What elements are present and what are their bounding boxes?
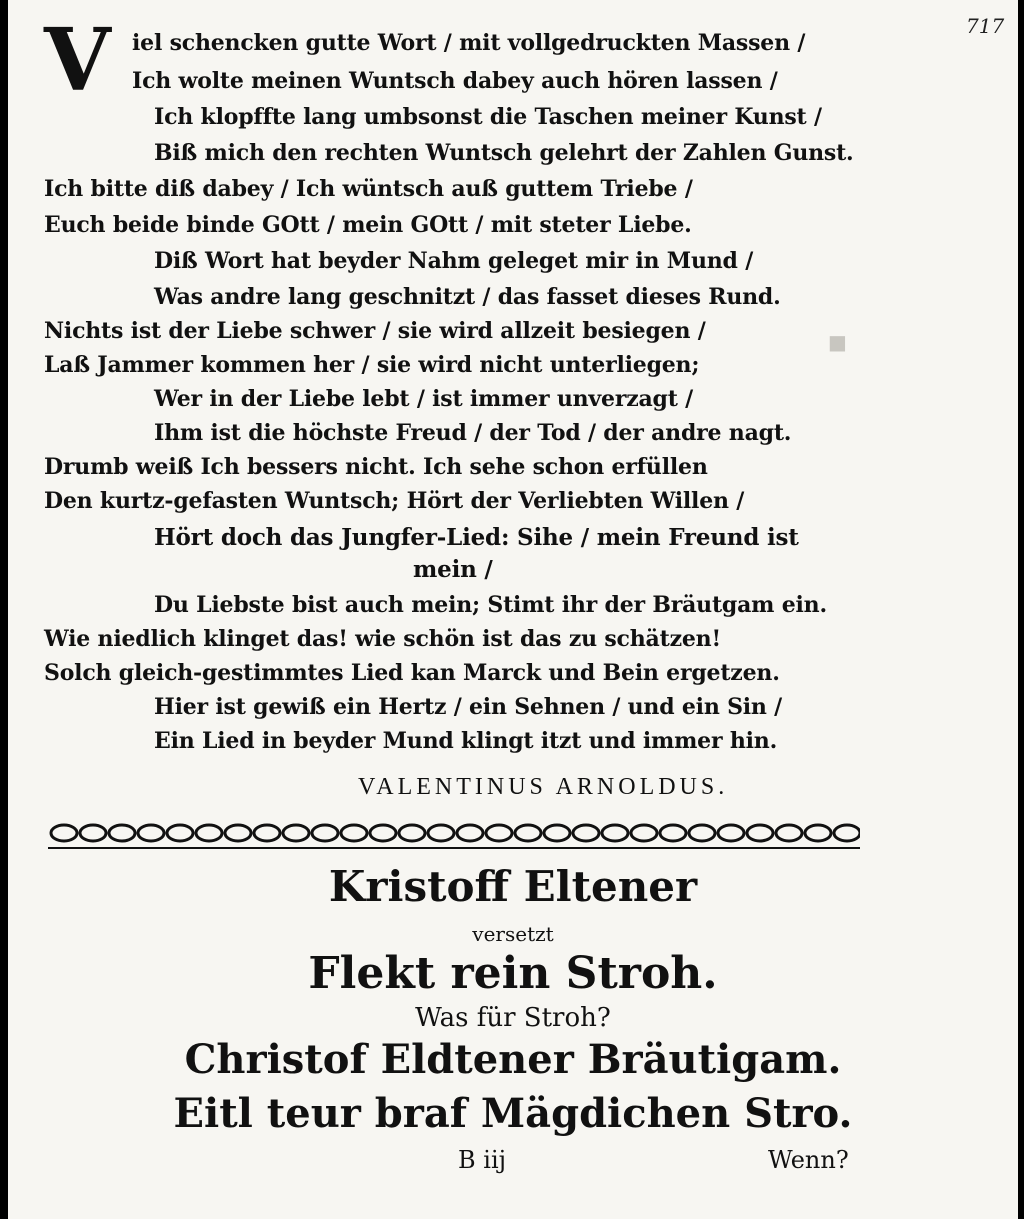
poem-line: Ich klopffte lang umbsonst die Taschen meiner Kunst /: [154, 104, 822, 130]
poem-line: Diß Wort hat beyder Nahm geleget mir in Mund /: [154, 248, 754, 274]
poem-line: Ich bitte diß dabey / Ich wüntsch auß guttem Triebe /: [44, 176, 693, 202]
author-signature: VALENTINUS ARNOLDUS.: [358, 774, 729, 800]
poem-line: Wie niedlich klinget das! wie schön ist das zu schätzen!: [44, 626, 721, 652]
poem-line: Wer in der Liebe lebt / ist immer unverzagt /: [154, 386, 693, 412]
catchword: Wenn?: [768, 1146, 849, 1174]
poem-line: Was andre lang geschnitzt / das fasset dieses Rund.: [154, 284, 781, 310]
poem-line: Du Liebste bist auch mein; Stimt ihr der Bräutgam ein.: [154, 592, 827, 618]
poem-line: Nichts ist der Liebe schwer / sie wird allzeit besiegen /: [44, 318, 706, 344]
bleed-through-decoration: ■: [828, 330, 867, 354]
poem-line: mein /: [413, 556, 493, 583]
signature-mark: B iij: [458, 1146, 507, 1174]
poem-line: Euch beide binde GOtt / mein GOtt / mit steter Liebe.: [44, 212, 692, 238]
poem-line: Biß mich den rechten Wuntsch gelehrt der Zahlen Gunst.: [154, 140, 854, 166]
poem-line: Solch gleich-gestimmtes Lied kan Marck und Bein ergetzen.: [44, 660, 780, 686]
anagram-versetzt: versetzt: [472, 922, 554, 946]
anagram-line-2: Eitl teur braf Mägdichen Stro.: [173, 1090, 853, 1137]
poem-line: Drumb weiß Ich bessers nicht. Ich sehe schon erfüllen: [44, 454, 708, 480]
poem-line: Laß Jammer kommen her / sie wird nicht unterliegen;: [44, 352, 700, 378]
anagram-line-1: Christof Eldtener Bräutigam.: [184, 1036, 842, 1083]
poem-line: Hier ist gewiß ein Hertz / ein Sehnen / und ein Sin /: [154, 694, 783, 720]
book-page: [8, 0, 1018, 1219]
poem-line: Ein Lied in beyder Mund klingt itzt und immer hin.: [154, 728, 778, 754]
anagram-question: Was für Stroh?: [415, 1003, 611, 1033]
drop-cap: V: [44, 10, 111, 111]
ornamental-divider: [48, 820, 860, 850]
poem-line: Ihm ist die höchste Freud / der Tod / der andre nagt.: [154, 420, 792, 446]
poem-line: Ich wolte meinen Wuntsch dabey auch hören lassen /: [132, 68, 778, 94]
poem-line: Hört doch das Jungfer-Lied: Sihe / mein Freund ist: [154, 524, 799, 551]
anagram-result: Flekt rein Stroh.: [308, 948, 718, 999]
page-number: 717: [966, 14, 1005, 38]
poem-line: Den kurtz-gefasten Wuntsch; Hört der Verliebten Willen /: [44, 488, 745, 514]
anagram-name: Kristoff Eltener: [328, 862, 698, 911]
poem-line: iel schencken gutte Wort / mit vollgedruckten Massen /: [132, 30, 806, 56]
